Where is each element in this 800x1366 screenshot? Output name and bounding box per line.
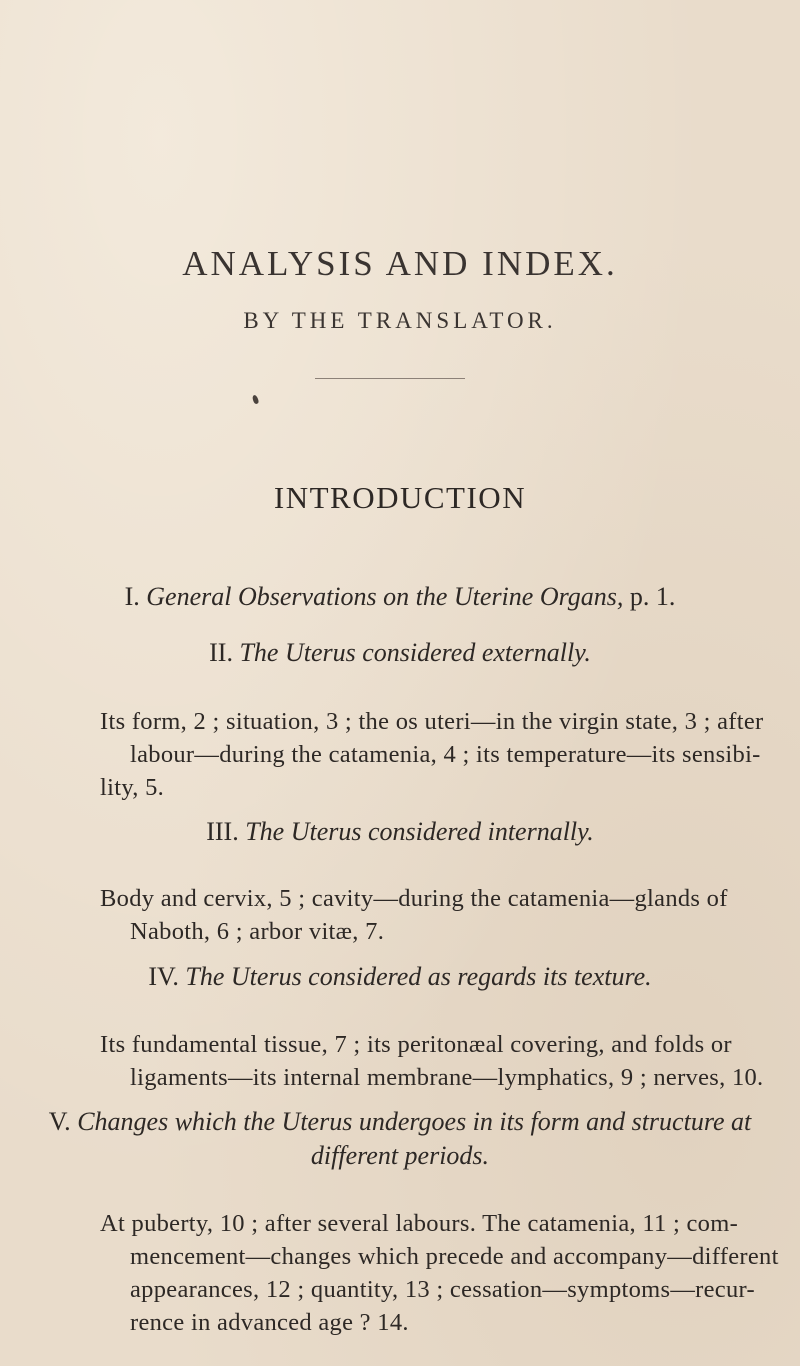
- entry-body-4: [100, 1028, 764, 1094]
- entry-body-2: [100, 705, 764, 804]
- body-line: Its fundamental tissue, 7 ; its peritonæal covering, and folds or: [100, 1031, 732, 1058]
- entry-number: I.: [124, 582, 140, 611]
- entry-body-3: [100, 882, 740, 948]
- body-line: At puberty, 10 ; after several labours. The catamenia, 11 ; com-: [100, 1210, 739, 1237]
- entry-title-text: Changes which the Uterus undergoes in its form and structure at: [77, 1107, 752, 1136]
- entry-number: II.: [209, 638, 233, 667]
- divider-rule: [315, 378, 465, 379]
- body-line: mencement—changes which precede and accompany—different: [130, 1243, 779, 1270]
- body-line: Its form, 2 ; situation, 3 ; the os uteri—in the virgin state, 3 ; after: [100, 708, 764, 735]
- entry-title-text: The Uterus considered as regards its texture.: [185, 962, 652, 991]
- body-line: ligaments—its internal membrane—lymphatics, 9 ; nerves, 10.: [130, 1064, 764, 1091]
- body-line: lity, 5.: [100, 774, 165, 801]
- entry-title-text: different periods.: [310, 1141, 490, 1170]
- entry-heading-5: [0, 1107, 800, 1137]
- body-line: Naboth, 6 ; arbor vitæ, 7.: [130, 918, 385, 945]
- entry-number: IV.: [148, 962, 179, 991]
- entry-body-5: [100, 1207, 779, 1339]
- page-title: ANALYSIS AND INDEX.: [182, 244, 618, 283]
- entry-number: V.: [48, 1107, 71, 1136]
- body-line: rence in advanced age ? 14.: [130, 1309, 409, 1336]
- page-subtitle: BY THE TRANSLATOR.: [243, 308, 557, 333]
- entry-title-text: General Observations on the Uterine Organs,: [146, 582, 624, 611]
- entry-page-ref: p. 1.: [629, 582, 676, 611]
- entry-title-text: The Uterus considered externally.: [239, 638, 591, 667]
- body-line: appearances, 12 ; quantity, 13 ; cessation—symptoms—recur-: [130, 1276, 755, 1303]
- entry-heading-4: [0, 962, 800, 992]
- entry-heading-1: [0, 582, 800, 612]
- entry-heading-3: [0, 817, 800, 847]
- entry-title-text: The Uterus considered internally.: [245, 817, 594, 846]
- entry-heading-2: [0, 638, 800, 668]
- section-heading: INTRODUCTION: [273, 480, 527, 515]
- ink-speck: [252, 394, 260, 404]
- entry-number: III.: [206, 817, 239, 846]
- body-line: Body and cervix, 5 ; cavity—during the catamenia—glands of: [100, 885, 728, 912]
- entry-heading-5-cont: [0, 1141, 800, 1171]
- body-line: labour—during the catamenia, 4 ; its temperature—its sensibi-: [130, 741, 761, 768]
